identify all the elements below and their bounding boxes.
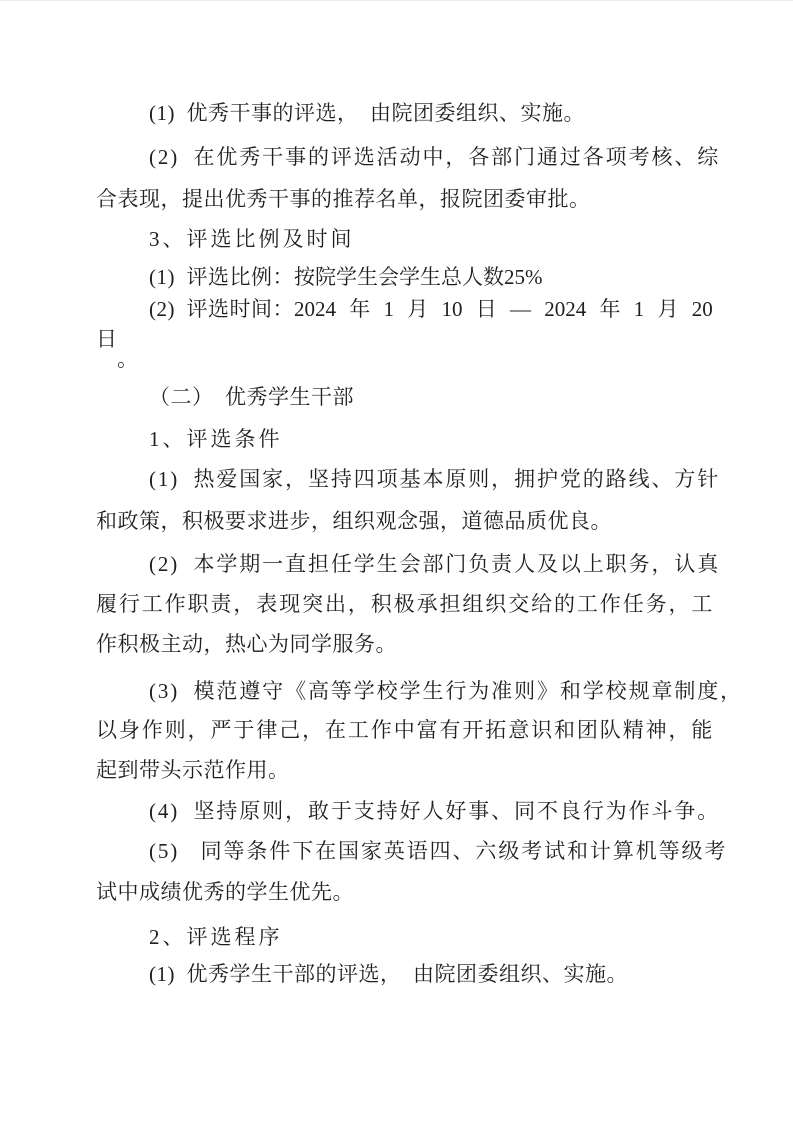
item-selection-ratio (149, 264, 543, 290)
criteria-item-4: (4) 坚持原则，敢于支持好人好事、同不良行为作斗争。 (149, 799, 721, 823)
cadre-selection-item-1: (1) 优秀学生干部的评选， 由院团委组织、实施。 (149, 962, 628, 986)
clerk-selection-item-2-line-1: (2) 在优秀干事的评选活动中，各部门通过各项考核、综 (149, 145, 721, 169)
criteria-item-3-line-3: 起到带头示范作用。 (96, 758, 290, 782)
selection-ratio-label: (1) 评选比例： (149, 265, 294, 289)
criteria-item-3-line-1: (3) 模范遵守《高等学校学生行为准则》和学校规章制度， (149, 679, 744, 703)
selection-ratio-value: 按院学生会学生总人数25% (294, 265, 543, 289)
heading-outstanding-student-cadre: （二） 优秀学生干部 (149, 385, 354, 409)
criteria-item-5-line-1: (5) 同等条件下在国家英语四、六级考试和计算机等级考 (149, 839, 728, 863)
clerk-selection-item-1: (1) 优秀干事的评选， 由院团委组织、实施。 (149, 101, 585, 125)
selection-time-value: 2024 年 1 月 10 日 — 2024 年 1 月 20 (294, 297, 713, 321)
criteria-item-1-line-2: 和政策，积极要求进步，组织观念强，道德品质优良。 (96, 509, 612, 533)
criteria-item-3-line-2: 以身作则，严于律己，在工作中富有开拓意识和团队精神，能 (96, 718, 715, 742)
criteria-item-2-line-2: 履行工作职责，表现突出，积极承担组织交给的工作任务，工 (96, 592, 715, 616)
heading-selection-procedure: 2、评选程序 (149, 925, 283, 949)
criteria-item-1-line-1: (1) 热爱国家，坚持四项基本原则，拥护党的路线、方针 (149, 467, 721, 491)
criteria-item-5-line-2: 试中成绩优秀的学生优先。 (96, 880, 354, 904)
criteria-item-2-line-1: (2) 本学期一直担任学生会部门负责人及以上职务，认真 (149, 552, 721, 576)
selection-time-label: (2) 评选时间： (149, 297, 294, 321)
heading-selection-criteria: 1、评选条件 (149, 427, 283, 451)
selection-time-wrap-char: 日 (96, 327, 118, 351)
heading-selection-ratio-and-time: 3、评选比例及时间 (149, 227, 355, 251)
criteria-item-2-line-3: 作积极主动，热心为同学服务。 (96, 632, 397, 656)
item-selection-time (149, 296, 713, 322)
clerk-selection-item-2-line-2: 合表现，提出优秀干事的推荐名单，报院团委审批。 (96, 187, 591, 211)
selection-time-wrap-period: 。 (117, 347, 139, 371)
